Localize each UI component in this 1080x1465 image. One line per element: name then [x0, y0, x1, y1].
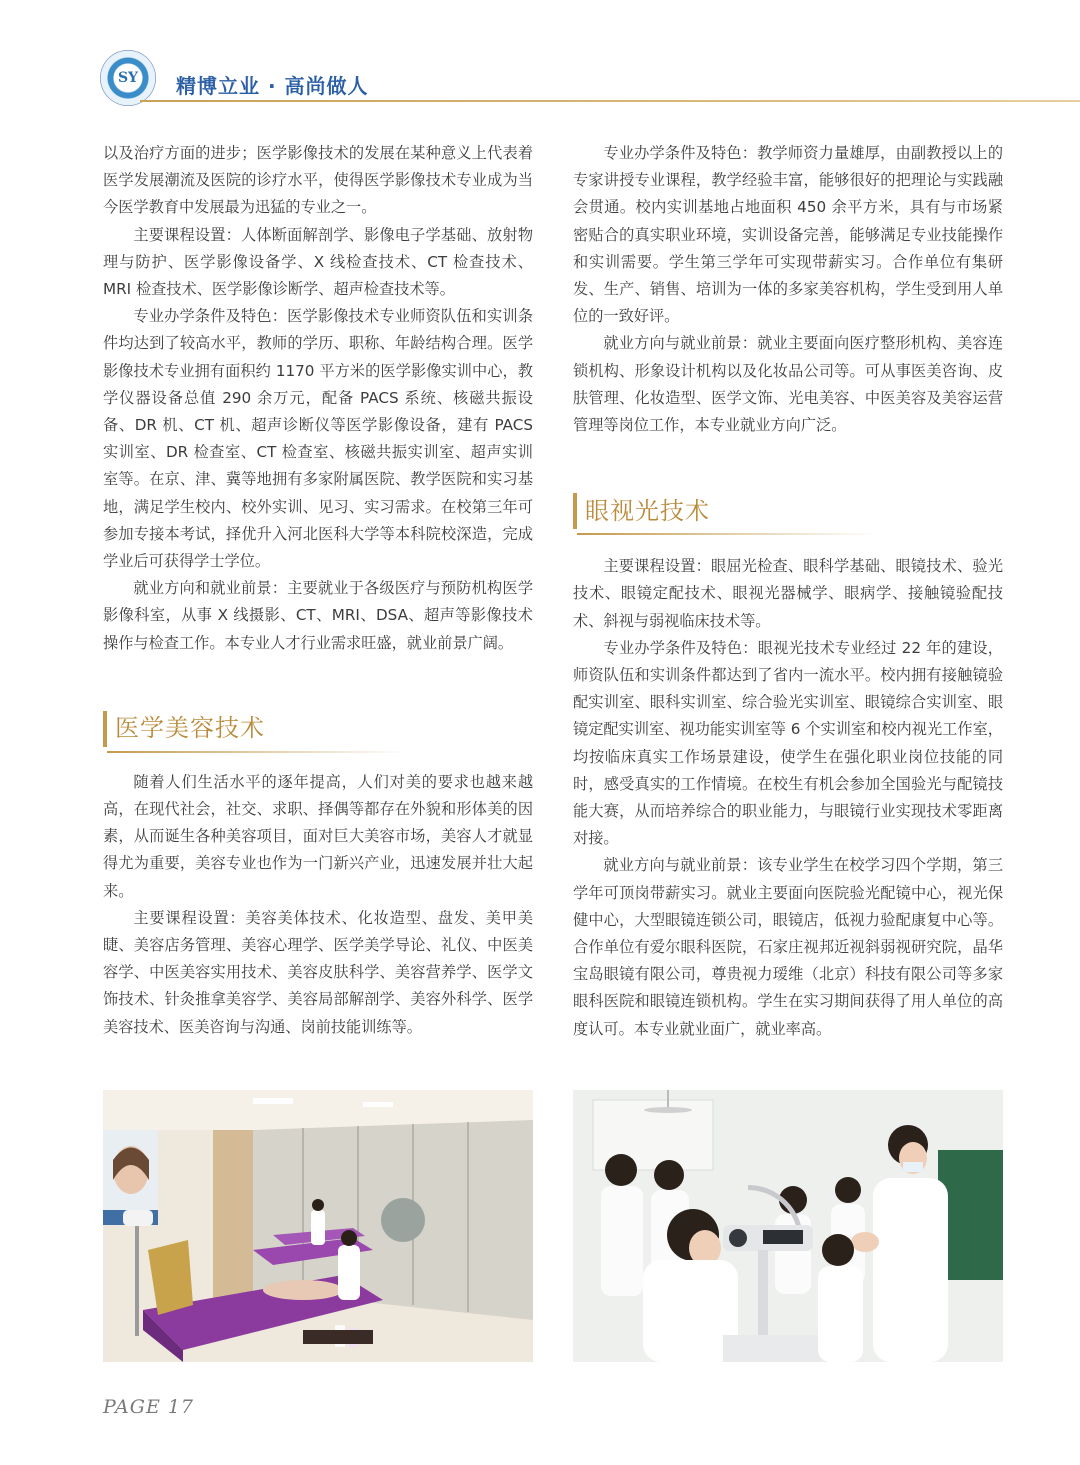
section-title: 眼视光技术: [585, 496, 710, 525]
paragraph: 以及治疗方面的进步；医学影像技术的发展在某种意义上代表着医学发展潮流及医院的诊疗水平，使得医学影像技术专业成为当今医学教育中发展最为迅猛的专业之一。: [103, 144, 533, 217]
paragraph: 随着人们生活水平的逐年提高，人们对美的要求也越来越高，在现代社会，社交、求职、择偶等都存在外貌和形体美的因素，从而诞生各种美容项目，面对巨大美容市场，美容人才就显得尤为重要，美容专业也作为一门新兴产业，迅速发展并壮大起来。: [103, 772, 533, 900]
paragraph: 专业办学条件及特色：医学影像技术专业师资队伍和实训条件均达到了较高水平，教师的学历、职称、年龄结构合理。医学影像技术专业拥有面积约 1170 平方米的医学影像实训中心，教学仪器设备总值 290 余万元，配备 PACS 系统、核磁共振设备、DR 机、CT 机、超声诊断仪等医学影像设备，建有 PACS 实训室、DR 检查室、CT 检查室、核磁共振实训室、超声实训室等。在京、津、冀等地拥有多家附属医院、教学医院和实习基地，满足学生校内、校外实训、见习、实习需求。在校第三年可参加专接本考试，择优升入河北医科大学等本科院校深造，完成学业后可获得学士学位。: [103, 307, 533, 571]
paragraph: 主要课程设置：眼屈光检查、眼科学基础、眼镜技术、验光技术、眼镜定配技术、眼视光器械学、眼病学、接触镜验配技术、斜视与弱视临床技术等。: [573, 557, 1003, 630]
paragraph: 主要课程设置：人体断面解剖学、影像电子学基础、放射物理与防护、医学影像设备学、X 线检查技术、CT 检查技术、MRI 检查技术、医学影像诊断学、超声检查技术等。: [103, 225, 533, 299]
section-heading-beauty: [103, 709, 533, 749]
optometry-training-photo: [573, 1090, 1003, 1362]
paragraph: 就业方向与就业前景：就业主要面向医疗整形机构、美容连锁机构、形象设计机构以及化妆品公司等。可从事医美咨询、皮肤管理、化妆造型、医学文饰、光电美容、中医美容及美容运营管理等岗位工作，本专业就业方向广泛。: [573, 334, 1003, 435]
heading-underline: [107, 751, 407, 753]
right-column: [573, 140, 1003, 1043]
paragraph: 专业办学条件及特色：眼视光技术专业经过 22 年的建设，师资队伍和实训条件都达到了省内一流水平。校内拥有接触镜验配实训室、眼科实训室、综合验光实训室、眼镜综合实训室、眼镜定配实训室、视功能实训室等 6 个实训室和校内视光工作室，均按临床真实工作场景建设，使学生在强化职业岗位技能的同时，感受真实的工作情境。在校生有机会参加全国验光与配镜技能大赛，从而培养综合的职业能力，与眼镜行业实现技术零距离对接。: [573, 638, 1003, 848]
beauty-room-illustration: [103, 1090, 533, 1362]
heading-accent-bar: [573, 493, 577, 529]
left-column: [103, 140, 533, 1041]
heading-accent-bar: [103, 711, 107, 747]
beauty-training-room-photo: [103, 1090, 533, 1362]
page-number: PAGE 17: [103, 1396, 195, 1418]
paragraph: 就业方向与就业前景：该专业学生在校学习四个学期，第三学年可顶岗带薪实习。就业主要面向医院验光配镜中心，视光保健中心，大型眼镜连锁公司，眼镜店，低视力验配康复中心等。合作单位有爱尔眼科医院，石家庄视邦近视斜弱视研究院，晶华宝岛眼镜有限公司，尊贵视力瑷维（北京）科技有限公司等多家眼科医院和眼镜连锁机构。学生在实习期间获得了用人单位的高度认可。本专业就业面广，就业率高。: [573, 856, 1003, 1038]
school-logo: [100, 50, 156, 106]
paragraph: 主要课程设置：美容美体技术、化妆造型、盘发、美甲美睫、美容店务管理、美容心理学、医学美学导论、礼仪、中医美容学、中医美容实用技术、美容皮肤科学、美容营养学、医学文饰技术、针灸推拿美容学、美容局部解剖学、美容外科学、医学美容技术、医美咨询与沟通、岗前技能训练等。: [103, 908, 533, 1036]
paragraph: 专业办学条件及特色：教学师资力量雄厚，由副教授以上的专家讲授专业课程，教学经验丰富，能够很好的把理论与实践融会贯通。校内实训基地占地面积 450 余平方米，具有与市场紧密贴合的真实职业环境，实训设备完善，能够满足专业技能操作和实训需要。学生第三学年可实现带薪实习。合作单位有集研发、生产、销售、培训为一体的多家美容机构，学生受到用人单位的一致好评。: [573, 144, 1003, 326]
page-header: [0, 0, 1080, 130]
paragraph: 就业方向和就业前景：主要就业于各级医疗与预防机构医学影像科室，从事 X 线摄影、CT、MRI、DSA、超声等影像技术操作与检查工作。本专业人才行业需求旺盛，就业前景广阔。: [103, 579, 533, 652]
section-title: 医学美容技术: [115, 714, 265, 743]
header-slogan: 精博立业 · 高尚做人: [176, 74, 369, 98]
section-heading-optometry: [573, 491, 1003, 531]
logo-monogram: SY: [115, 65, 141, 91]
header-divider: [140, 100, 1080, 102]
optometry-illustration: [573, 1090, 1003, 1362]
heading-underline: [577, 533, 877, 535]
